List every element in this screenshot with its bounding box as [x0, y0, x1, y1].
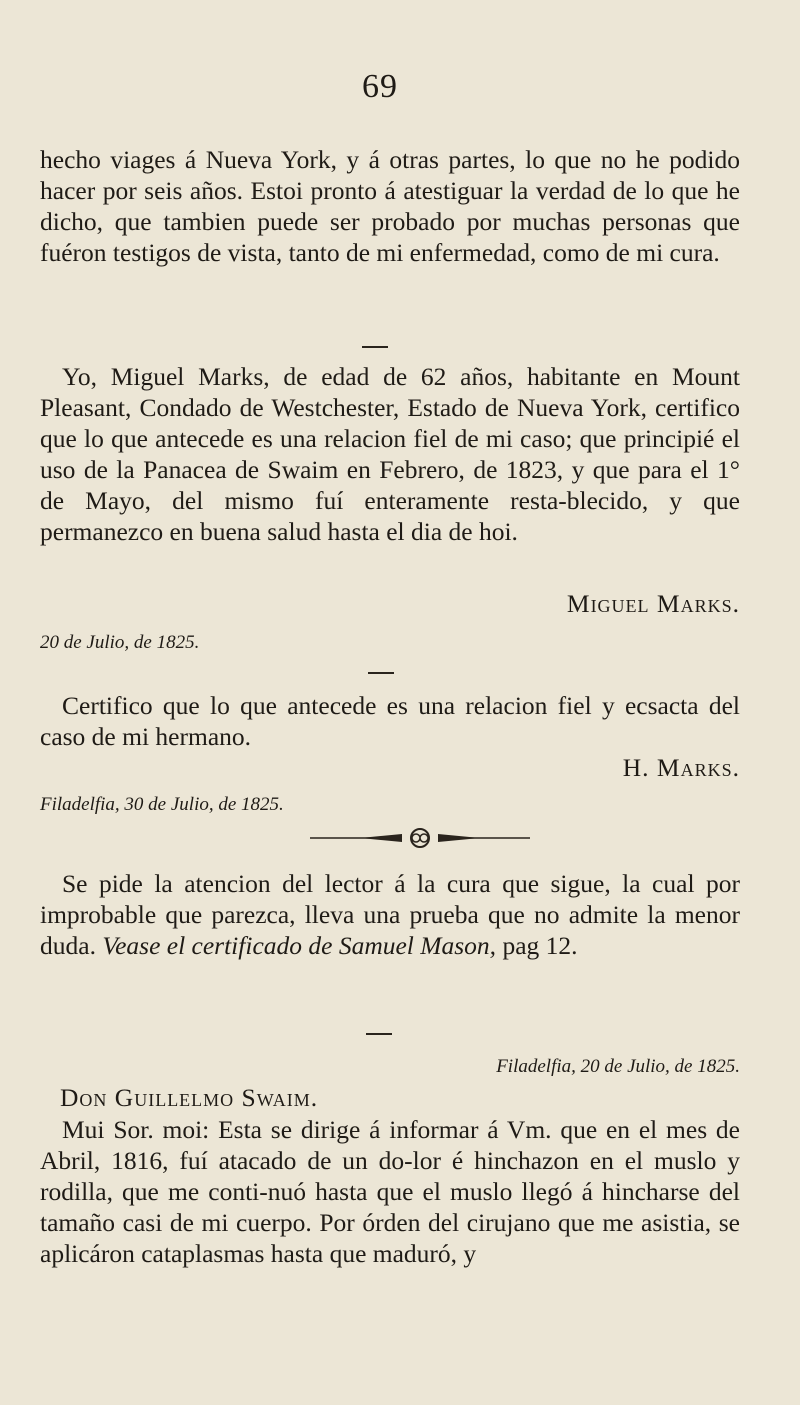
addressee-line — [60, 1082, 760, 1113]
paragraph-4-reference: Vease el certificado de Samuel Mason, — [102, 931, 497, 960]
addressee: Don Guillelmo Swaim. — [60, 1083, 319, 1112]
date-line-1 — [40, 624, 740, 658]
paragraph-2-text: Yo, Miguel Marks, de edad de 62 años, habitante en Mount Pleasant, Condado de Westchester, Estado de Nueva York, certifico que lo que antecede es una relacion fiel de mi caso; que principié el uso de la Panacea de Swaim en Febrero, de 1823, y que para el 1° de Mayo, del mismo fuí enteramente resta-blecido, y que permanezco en buena salud hasta el dia de hoi. — [40, 362, 740, 546]
paragraph-5-text: Mui Sor. moi: Esta se dirige á informar á Vm. que en el mes de Abril, 1816, fuí atacado de un do-lor é hinchazon en el muslo y rodilla, que me conti-nuó hasta que el muslo llegó á hincharse del tamaño casi de mi cuerpo. Por órden del cirujano que me asistia, se aplicáron cataplasmas hasta que maduró, y — [40, 1115, 740, 1268]
paragraph-1 — [40, 144, 740, 268]
paragraph-4-text — [40, 868, 740, 961]
paragraph-4 — [40, 868, 740, 961]
signature-2 — [40, 752, 740, 783]
paragraph-3-text: Certifico que lo que antecede es una relacion fiel y ecsacta del caso de mi hermano. — [40, 691, 740, 751]
signature-miguel-marks: Miguel Marks. — [566, 589, 740, 618]
paragraph-4-main: Se pide la atencion del lector á la cura que sigue, la cual por improbable que parezca, lleva una prueba que no admite la menor duda. — [40, 869, 740, 960]
section-dash-3 — [366, 1033, 392, 1035]
date-3: Filadelfia, 20 de Julio, de 1825. — [496, 1056, 740, 1077]
date-1: 20 de Julio, de 1825. — [40, 632, 200, 653]
paragraph-4-page-ref: pag 12. — [502, 931, 578, 960]
paragraph-2 — [40, 361, 740, 547]
section-dash-2 — [368, 672, 394, 674]
signature-1 — [40, 588, 740, 619]
signature-h-marks: H. Marks. — [622, 753, 740, 782]
page-number: 69 — [362, 68, 398, 105]
paragraph-1-text: hecho viages á Nueva York, y á otras partes, lo que no he podido hacer por seis años. Estoi pronto á atestiguar la verdad de lo que he dicho, que tambien puede ser probado por muchas personas que fuéron testigos de vista, tanto de mi enfermedad, como de mi cura. — [40, 145, 740, 267]
paragraph-5 — [40, 1114, 740, 1269]
date-line-3 — [40, 1048, 740, 1082]
date-2: Filadelfia, 30 de Julio, de 1825. — [40, 794, 284, 815]
section-dash-1 — [362, 346, 388, 348]
paragraph-3 — [40, 690, 740, 752]
ornament-divider-icon — [310, 826, 530, 850]
date-line-2 — [40, 786, 740, 820]
